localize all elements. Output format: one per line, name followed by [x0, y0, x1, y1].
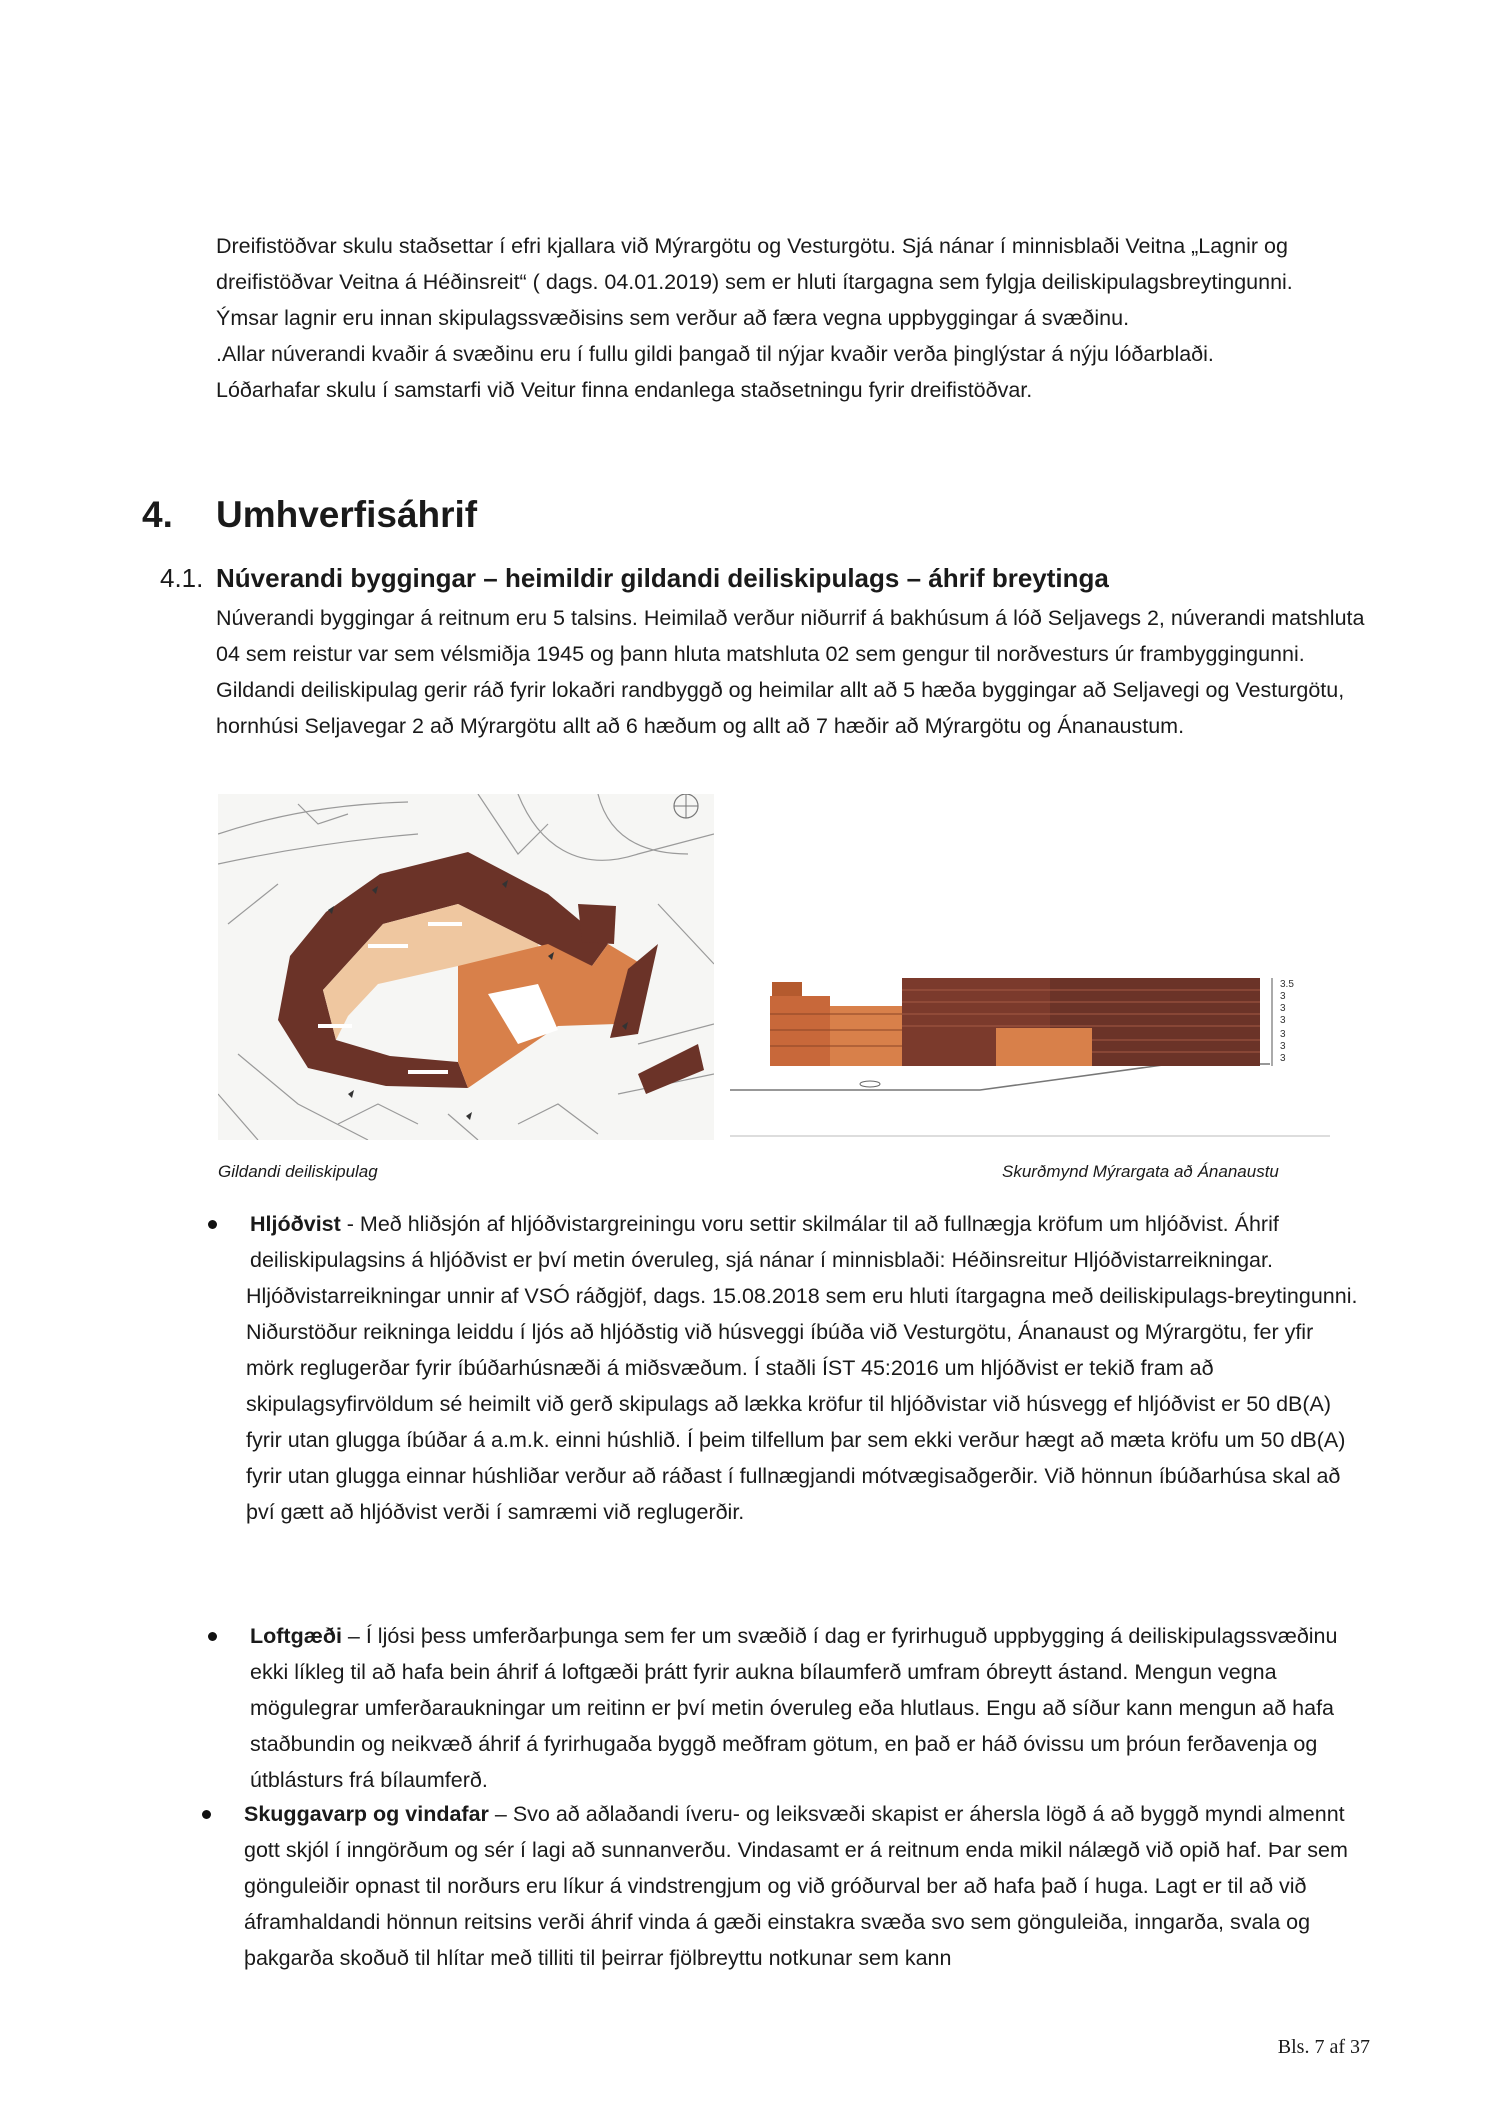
bullet-lead: – Í ljósi þess umferðarþunga sem fer um svæðið í dag er fyrirhuguð uppbygging á deiliskipulagssvæðinu ekki líkleg til að hafa bein áhrif á loftgæði þrátt fyrir aukna bílaumferð umfram óbreytt ástand. Mengun vegna mögulegrar umferðaraukningar um reitinn er því metin óveruleg eða hlutlaus. Engu að síður kann mengun að hafa staðbundin og neikvæð áhrif á fyrirhugaða byggð meðfram götum, en það er háð óvissu um þróun ferðavenja og útblásturs frá bílaumferð. — [250, 1624, 1338, 1792]
section-number: 4. — [142, 494, 173, 535]
figure-caption-right: Skurðmynd Mýrargata að Ánanaustu — [1002, 1162, 1279, 1181]
intro-line-2: Ýmsar lagnir eru innan skipulagssvæðisins sem verður að færa vegna uppbyggingar á svæðinu. — [216, 306, 1130, 330]
intro-line-3: .Allar núverandi kvaðir á svæðinu eru í fullu gildi þangað til nýjar kvaðir verða þinglýstar á nýju lóðarblaði. — [216, 342, 1214, 366]
bullet-lead: - Með hliðsjón af hljóðvistargreiningu voru settir skilmálar til að fullnægja kröfum um hljóðvist. Áhrif deiliskipulagsins á hljóðvist er því metin óveruleg, sjá nánar í minnisblaði: Héðinsreitur Hljóðvistarreikningar. — [250, 1212, 1279, 1272]
section-heading — [142, 490, 477, 540]
subsection-number: 4.1. — [160, 563, 204, 593]
height-label: 3 — [1280, 1029, 1286, 1040]
ground-opening — [996, 1028, 1092, 1066]
bullet-skuggavarp — [244, 1796, 1366, 1976]
subsection-heading — [160, 560, 1109, 596]
section-drawing-figure — [730, 952, 1336, 1144]
subsection-body-text: Núverandi byggingar á reitnum eru 5 talsins. Heimilað verður niðurrif á bakhúsum á lóð Seljavegs 2, núverandi matshluta 04 sem reistur var sem vélsmiðja 1945 og þann hluta matshluta 02 sem gengur til norðvesturs úr frambyggingunni. Gildandi deiliskipulag gerir ráð fyrir lokaðri randbyggð og heimilar allt að 5 hæða byggingar að Seljavegi og Vesturgötu, hornhúsi Seljavegar 2 að Mýrargötu allt að 6 hæðum og allt að 7 hæðir að Mýrargötu og Ánanaustum. — [216, 606, 1365, 738]
bullet-lead: – Svo að aðlaðandi íveru- og leiksvæði skapist er áhersla lögð á að byggð myndi almennt gott skjól í inngörðum og sér í lagi að sunnanverðu. Vindasamt er á reitnum enda mikil nálægð við opið haf. Þar sem gönguleiðir opnast til norðurs eru líkur á vindstrengjum og við gróðurval ber að hafa það í huga. Lagt er til að við áframhaldandi hönnun reitsins verði áhrif vinda á gæði einstakra svæða svo sem gönguleiða, inngarða, svala og þakgarða skoðuð til hlítar með tilliti til þeirrar fjölbreyttu notkunar sem kann — [244, 1802, 1348, 1970]
corner-building — [578, 904, 616, 944]
bullet-extra-1: Hljóðvistarreikningar unnir af VSÓ ráðgjöf, dags. 15.08.2018 sem eru hluti ítargagna með deiliskipulags-breytingunni. — [246, 1284, 1358, 1308]
bullet-term: Loftgæði — [250, 1624, 342, 1648]
intro-line-1: Dreifistöðvar skulu staðsettar í efri kjallara við Mýrargötu og Vesturgötu. Sjá nánar í minnisblaði Veitna „Lagnir og dreifistöðvar Veitna á Héðinsreit“ ( dags. 04.01.2019) sem er hluti ítargagna sem fylgja deiliskipulagsbreytingunni. — [216, 234, 1293, 294]
low-building-left — [770, 996, 830, 1066]
height-label: 3 — [1280, 1053, 1286, 1064]
figure-caption-left: Gildandi deiliskipulag — [218, 1162, 378, 1181]
bullet-term: Skuggavarp og vindafar — [244, 1802, 489, 1826]
bullet-term: Hljóðvist — [250, 1212, 341, 1236]
bullet-icon — [208, 1632, 217, 1641]
intro-paragraph — [216, 228, 1366, 408]
section-title: Umhverfisáhrif — [216, 494, 478, 535]
site-plan-figure — [218, 794, 714, 1140]
intro-line-4: Lóðarhafar skulu í samstarfi við Veitur finna endanlega staðsetningu fyrir dreifistöðvar. — [216, 378, 1033, 402]
page-number: Bls. 7 af 37 — [1277, 2036, 1370, 2058]
bullet-icon — [208, 1220, 217, 1229]
bullet-hljodvist — [246, 1206, 1366, 1530]
height-label: 3 — [1280, 1041, 1286, 1052]
height-label: 3.5 — [1280, 979, 1294, 990]
subsection-title: Núverandi byggingar – heimildir gildandi deiliskipulags – áhrif breytinga — [216, 563, 1109, 593]
subsection-body — [216, 600, 1366, 744]
bullet-loftgaedi — [250, 1618, 1350, 1798]
height-label: 3 — [1280, 991, 1286, 1002]
height-label: 3 — [1280, 1003, 1286, 1014]
bullet-extra-2: Niðurstöður reikninga leiddu í ljós að hljóðstig við húsveggi íbúða við Vesturgötu, Ánanaust og Mýrargötu, fer yfir mörk reglugerðar fyrir íbúðarhúsnæði á miðsvæðum. Í staðli ÍST 45:2016 um hljóðvist er tekið fram að skipulagsyfirvöldum sé heimilt við gerð skipulags að lækka kröfur til hljóðvistar við húsvegg ef hljóðvist er 50 dB(A) fyrir utan glugga íbúðar á a.m.k. einni húshlið. Í þeim tilfellum þar sem ekki verður hægt að mæta kröfu um 50 dB(A) fyrir utan glugga einnar húshliðar verður að ráðast í fullnægjandi mótvægisaðgerðir. Við hönnun íbúðarhúsa skal að því gætt að hljóðvist verði í samræmi við reglugerðir. — [246, 1320, 1346, 1524]
bullet-icon — [202, 1810, 211, 1819]
height-label: 3 — [1280, 1015, 1286, 1026]
low-building-mid — [830, 1006, 902, 1066]
